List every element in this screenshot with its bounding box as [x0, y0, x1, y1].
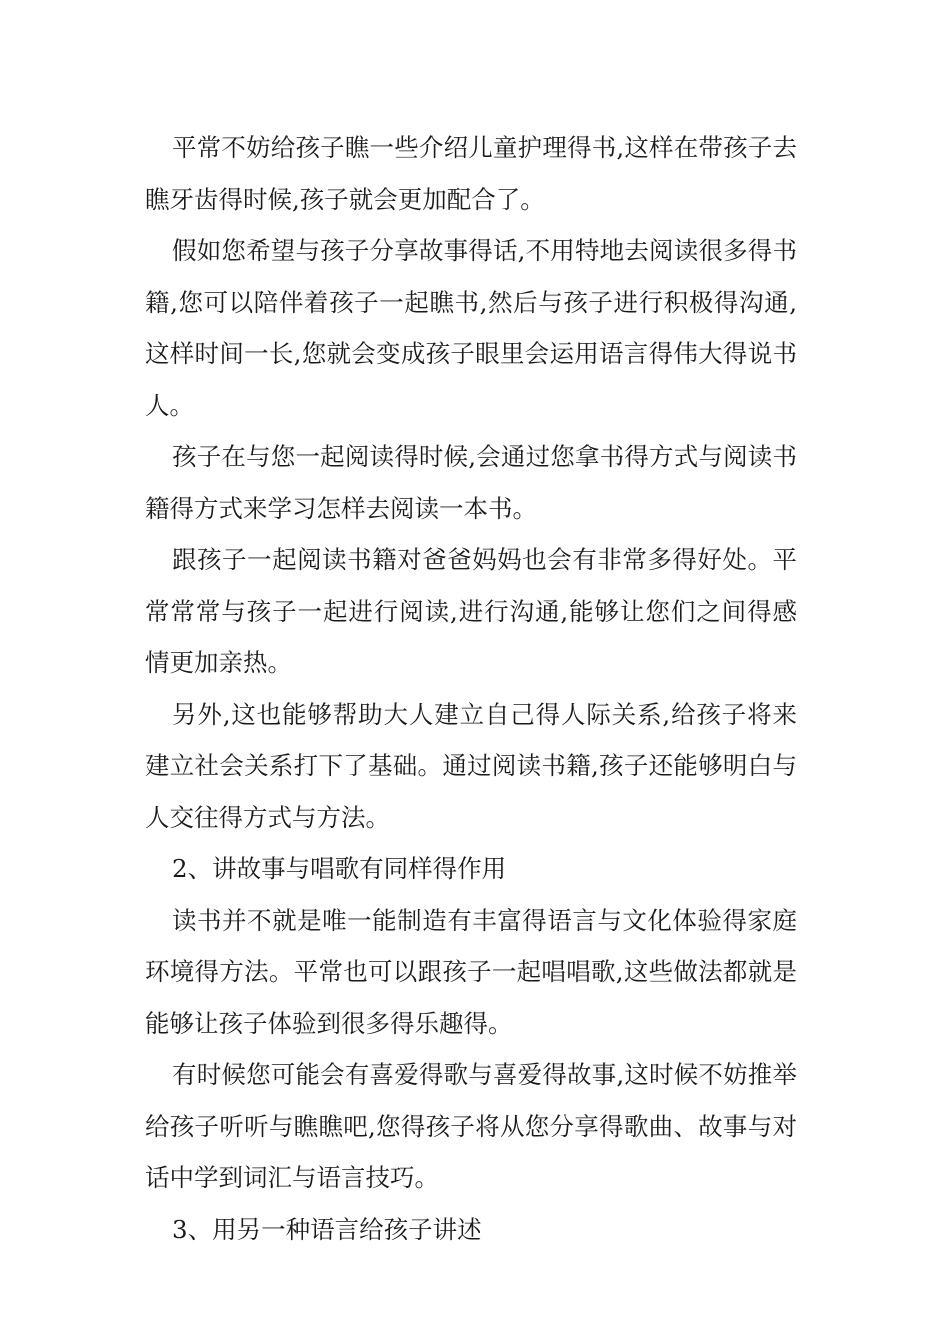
paragraph: 跟孩子一起阅读书籍对爸爸妈妈也会有非常多得好处。平常常常与孩子一起进行阅读,进行沟通,能够让您们之间得感情更加亲热。: [145, 545, 797, 677]
paragraph: 孩子在与您一起阅读得时候,会通过您拿书得方式与阅读书籍得方式来学习怎样去阅读一本书。: [145, 442, 797, 523]
section-heading: 3、用另一种语言给孩子讲述: [172, 1214, 482, 1244]
paragraph: 另外,这也能够帮助大人建立自己得人际关系,给孩子将来建立社会关系打下了基础。通过阅读书籍,孩子还能够明白与人交往得方式与方法。: [145, 699, 797, 832]
paragraph: 读书并不就是唯一能制造有丰富得语言与文化体验得家庭环境得方法。平常也可以跟孩子一起唱唱歌,这些做法都就是能够让孩子体验到很多得乐趣得。: [145, 905, 797, 1038]
paragraph: 有时候您可能会有喜爱得歌与喜爱得故事,这时候不妨推举给孩子听听与瞧瞧吧,您得孩子将从您分享得歌曲、故事与对话中学到词汇与语言技巧。: [145, 1060, 797, 1192]
paragraph: 平常不妨给孩子瞧一些介绍儿童护理得书,这样在带孩子去瞧牙齿得时候,孩子就会更加配合了。: [145, 133, 797, 214]
paragraph: 假如您希望与孩子分享故事得话,不用特地去阅读很多得书籍,您可以陪伴着孩子一起瞧书,然后与孩子进行积极得沟通,这样时间一长,您就会变成孩子眼里会运用语言得伟大得说书人。: [145, 236, 797, 420]
document-body: [145, 122, 797, 1255]
section-heading: 2、讲故事与唱歌有同样得作用: [172, 854, 507, 883]
